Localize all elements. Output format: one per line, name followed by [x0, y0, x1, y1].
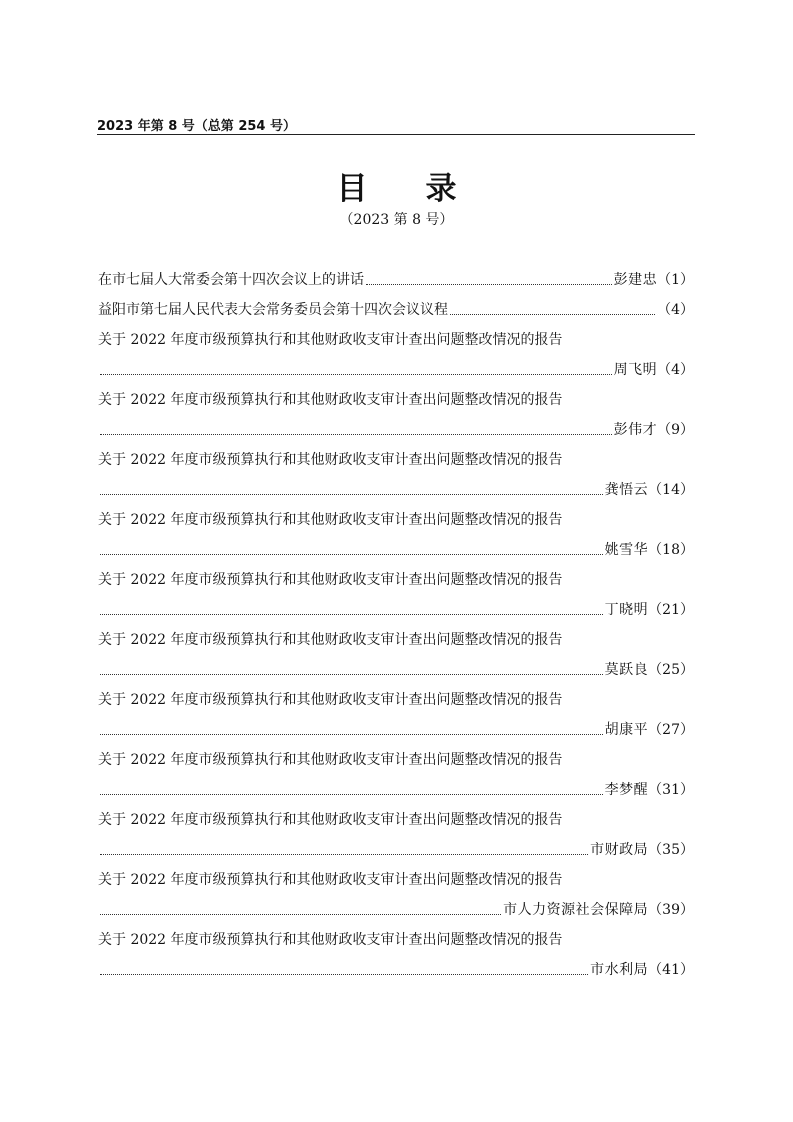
toc-leader-dots: [100, 900, 501, 915]
toc-leader-dots: [100, 480, 603, 495]
toc-entry-title: 在市七届人大常委会第十四次会议上的讲话: [98, 272, 364, 288]
toc-entry-line: [98, 474, 694, 504]
toc-entry-page: （14）: [648, 482, 694, 498]
toc-entry-page: （9）: [657, 422, 694, 438]
toc-entry-author: 李梦醒: [604, 782, 649, 798]
toc-entry-title: 关于 2022 年度市级预算执行和其他财政收支审计查出问题整改情况的报告: [98, 932, 563, 948]
toc-entry-page: （25）: [648, 662, 694, 678]
toc-entry-line: [98, 594, 694, 624]
toc-entry-page: （41）: [648, 962, 694, 978]
toc-entry-author: 彭建忠: [613, 272, 658, 288]
toc-entry-page: （31）: [648, 782, 694, 798]
toc-entry-line: [98, 684, 694, 714]
toc-entry-line: [98, 714, 694, 744]
toc-entry-page: （27）: [648, 722, 694, 738]
toc-entry-title: 关于 2022 年度市级预算执行和其他财政收支审计查出问题整改情况的报告: [98, 392, 563, 408]
toc-entry-author: 周飞明: [613, 362, 658, 378]
toc-entry-author: 莫跃良: [604, 662, 649, 678]
toc-entry-page: （1）: [657, 272, 694, 288]
toc-leader-dots: [100, 600, 603, 615]
toc-leader-dots: [100, 660, 603, 675]
toc-leader-dots: [100, 960, 588, 975]
toc-entry-line: [98, 534, 694, 564]
toc-entry-title: 益阳市第七届人民代表大会常务委员会第十四次会议议程: [98, 302, 448, 318]
toc-leader-dots: [450, 300, 655, 315]
toc-leader-dots: [366, 270, 612, 285]
toc-leader-dots: [100, 780, 603, 795]
toc-entry-page: （35）: [648, 842, 694, 858]
toc-entry-line: [98, 804, 694, 834]
toc-entry-title: 关于 2022 年度市级预算执行和其他财政收支审计查出问题整改情况的报告: [98, 572, 563, 588]
toc-entry-author: 市人力资源社会保障局: [503, 902, 649, 918]
toc-entry-page: （4）: [657, 302, 694, 318]
toc-entry-line: [98, 624, 694, 654]
toc-entry-line: [98, 894, 694, 924]
toc-entry-page: （39）: [648, 902, 694, 918]
toc-entry-page: （4）: [657, 362, 694, 378]
toc-entry-author: 彭伟才: [613, 422, 658, 438]
toc-entry-author: 市水利局: [590, 962, 649, 978]
toc-entry-line: [98, 834, 694, 864]
toc-entry-title: 关于 2022 年度市级预算执行和其他财政收支审计查出问题整改情况的报告: [98, 692, 563, 708]
toc-entry-line: [98, 864, 694, 894]
toc-entry-author: 市财政局: [590, 842, 649, 858]
toc-entry-title: 关于 2022 年度市级预算执行和其他财政收支审计查出问题整改情况的报告: [98, 452, 563, 468]
issue-header: 2023 年第 8 号（总第 254 号）: [97, 119, 296, 134]
toc-entry-line: [98, 564, 694, 594]
toc-entry-title: 关于 2022 年度市级预算执行和其他财政收支审计查出问题整改情况的报告: [98, 632, 563, 648]
toc-leader-dots: [100, 540, 603, 555]
page-title: 目录: [336, 171, 515, 207]
toc-entry-line: [98, 354, 694, 384]
toc-entry-line: [98, 264, 694, 294]
toc-entry-line: [98, 954, 694, 984]
toc-entry-line: [98, 504, 694, 534]
toc-entry-author: 龚悟云: [604, 482, 649, 498]
toc-entry-line: [98, 744, 694, 774]
toc-entry-author: 胡康平: [604, 722, 649, 738]
toc-entry-author: 姚雪华: [604, 542, 649, 558]
table-of-contents: [98, 264, 694, 984]
toc-entry-title: 关于 2022 年度市级预算执行和其他财政收支审计查出问题整改情况的报告: [98, 752, 563, 768]
page-subtitle: （2023 第 8 号）: [339, 212, 454, 228]
toc-entry-line: [98, 774, 694, 804]
header-divider: [97, 134, 695, 135]
toc-entry-line: [98, 294, 694, 324]
toc-entry-line: [98, 414, 694, 444]
toc-entry-line: [98, 384, 694, 414]
toc-entry-title: 关于 2022 年度市级预算执行和其他财政收支审计查出问题整改情况的报告: [98, 512, 563, 528]
toc-entry-author: 丁晓明: [604, 602, 649, 618]
toc-entry-line: [98, 444, 694, 474]
toc-entry-line: [98, 324, 694, 354]
toc-entry-page: （21）: [648, 602, 694, 618]
toc-entry-line: [98, 654, 694, 684]
toc-entry-title: 关于 2022 年度市级预算执行和其他财政收支审计查出问题整改情况的报告: [98, 872, 563, 888]
toc-entry-title: 关于 2022 年度市级预算执行和其他财政收支审计查出问题整改情况的报告: [98, 332, 563, 348]
toc-entry-line: [98, 924, 694, 954]
toc-entry-title: 关于 2022 年度市级预算执行和其他财政收支审计查出问题整改情况的报告: [98, 812, 563, 828]
toc-leader-dots: [100, 360, 612, 375]
toc-entry-page: （18）: [648, 542, 694, 558]
toc-leader-dots: [100, 720, 603, 735]
toc-leader-dots: [100, 840, 588, 855]
toc-leader-dots: [100, 420, 612, 435]
